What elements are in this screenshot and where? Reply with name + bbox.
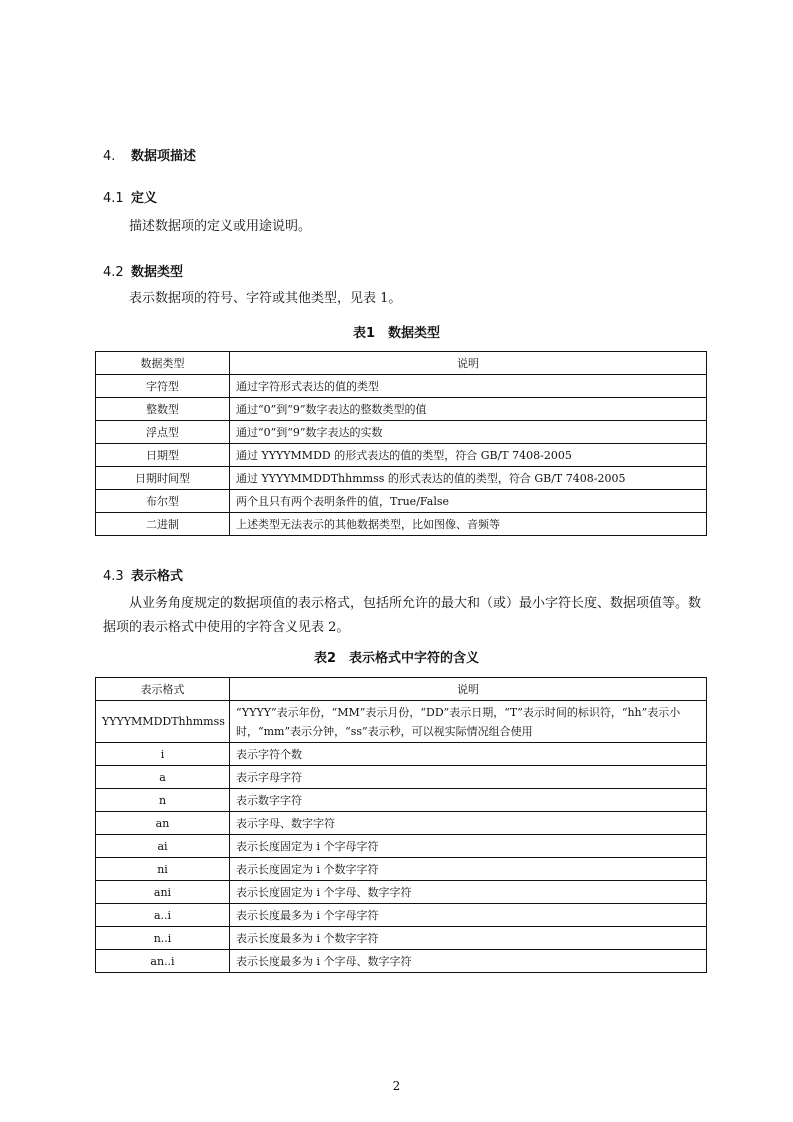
table-row [96, 701, 707, 743]
table-cell: 通过字符形式表达的值的类型 [230, 375, 707, 398]
table-row [96, 513, 707, 536]
table-cell: 整数型 [96, 398, 230, 421]
table-cell: 通过“0”到“9”数字表达的实数 [230, 421, 707, 444]
table-row [96, 950, 707, 973]
table-cell: 通过 YYYYMMDD 的形式表达的值的类型，符合 GB/T 7408-2005 [230, 444, 707, 467]
table-cell: 表示长度固定为 i 个数字字符 [230, 858, 707, 881]
table-cell: n [96, 789, 230, 812]
table-header-row [96, 352, 707, 375]
table-cell: 表示长度最多为 i 个数字字符 [230, 927, 707, 950]
section-4-1-body: 描述数据项的定义或用途说明。 [129, 219, 312, 234]
table-cell: ai [96, 835, 230, 858]
table-2 [95, 677, 707, 973]
table-row [96, 881, 707, 904]
table-cell: 浮点型 [96, 421, 230, 444]
table-cell: 表示长度固定为 i 个字母字符 [230, 835, 707, 858]
section-4-1-heading [103, 187, 157, 206]
table-cell: “YYYY”表示年份，“MM”表示月份，“DD”表示日期，“T”表示时间的标识符，“hh”表示小时，“mm”表示分钟，“ss”表示秒，可以视实际情况组合使用 [230, 701, 707, 743]
table-header-row [96, 678, 707, 701]
section-4-3-body: 从业务角度规定的数据项值的表示格式，包括所允许的最大和（或）最小字符长度、数据项值等。数据项的表示格式中使用的字符含义见表 2。 [103, 596, 702, 635]
table-cell: 表示字符个数 [230, 743, 707, 766]
table-cell: a [96, 766, 230, 789]
page-number: 2 [392, 1079, 401, 1093]
table-cell: an [96, 812, 230, 835]
table-row [96, 766, 707, 789]
table-cell: 通过“0”到“9”数字表达的整数类型的值 [230, 398, 707, 421]
table-row [96, 444, 707, 467]
table-row [96, 789, 707, 812]
section-4-2-heading [103, 261, 183, 280]
section-4-3-heading [103, 565, 183, 584]
section-title: 定义 [131, 191, 158, 206]
table-row [96, 421, 707, 444]
table-row [96, 490, 707, 513]
table-cell: YYYYMMDDThhmmss [96, 701, 230, 743]
section-title: 表示格式 [131, 569, 184, 584]
column-header: 说明 [230, 678, 707, 701]
table-cell: i [96, 743, 230, 766]
table-row [96, 858, 707, 881]
table-cell: 上述类型无法表示的其他数据类型，比如图像、音频等 [230, 513, 707, 536]
table-cell: 表示数字字符 [230, 789, 707, 812]
section-title: 数据类型 [131, 265, 184, 280]
table-cell: 布尔型 [96, 490, 230, 513]
table-cell: a..i [96, 904, 230, 927]
table-cell: 两个且只有两个表明条件的值，True/False [230, 490, 707, 513]
table-row [96, 743, 707, 766]
table-row [96, 398, 707, 421]
table-cell: 表示长度固定为 i 个字母、数字字符 [230, 881, 707, 904]
table-row [96, 904, 707, 927]
table-cell: an..i [96, 950, 230, 973]
table-row [96, 927, 707, 950]
table-cell: 二进制 [96, 513, 230, 536]
section-number: 4.3 [103, 569, 124, 584]
table-cell: ni [96, 858, 230, 881]
table-cell: 通过 YYYYMMDDThhmmss 的形式表达的值的类型，符合 GB/T 7408-2005 [230, 467, 707, 490]
column-header: 说明 [230, 352, 707, 375]
section-title: 数据项描述 [131, 149, 197, 164]
section-4-heading [103, 145, 196, 164]
table-cell: 表示长度最多为 i 个字母字符 [230, 904, 707, 927]
table-row [96, 375, 707, 398]
section-number: 4.1 [103, 191, 124, 206]
table-1 [95, 351, 707, 536]
table-cell: ani [96, 881, 230, 904]
table-cell: 字符型 [96, 375, 230, 398]
column-header: 数据类型 [96, 352, 230, 375]
column-header: 表示格式 [96, 678, 230, 701]
table-cell: 表示字母字符 [230, 766, 707, 789]
table-1-caption: 表1 数据类型 [352, 326, 441, 341]
table-row [96, 835, 707, 858]
table-row [96, 467, 707, 490]
table-cell: 日期型 [96, 444, 230, 467]
section-4-2-body: 表示数据项的符号、字符或其他类型，见表 1。 [129, 291, 402, 306]
table-cell: n..i [96, 927, 230, 950]
section-number: 4. [103, 149, 116, 164]
table-cell: 日期时间型 [96, 467, 230, 490]
table-cell: 表示长度最多为 i 个字母、数字字符 [230, 950, 707, 973]
table-row [96, 812, 707, 835]
table-2-caption: 表2 表示格式中字符的含义 [313, 651, 480, 666]
table-cell: 表示字母、数字字符 [230, 812, 707, 835]
section-number: 4.2 [103, 265, 124, 280]
